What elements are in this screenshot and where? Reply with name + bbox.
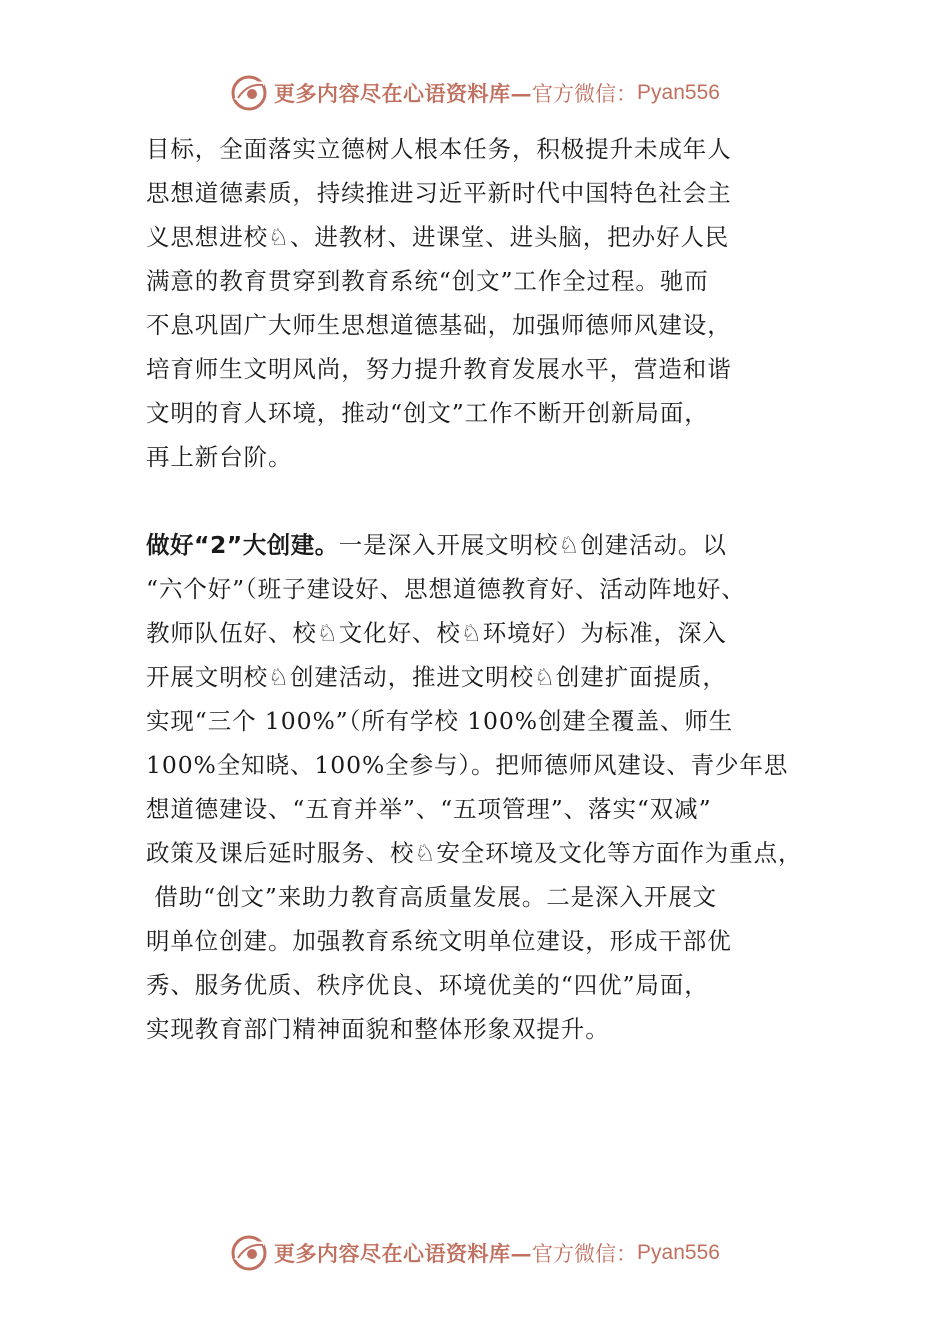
paragraph-line: 秀、服务优质、秩序优良、环境优美的“四优”局面， — [146, 971, 709, 999]
paragraph-line: 思想道德素质，持续推进习近平新时代中国特色社会主 — [146, 179, 732, 207]
paragraph-1 — [146, 127, 846, 479]
paragraph-line: 实现教育部门精神面貌和整体形象双提升。 — [146, 1015, 610, 1043]
paragraph-line: 想道德建设、“五育并举”、“五项管理”、落实“双减” — [146, 795, 712, 823]
paragraph-line — [146, 523, 846, 567]
header-banner — [0, 73, 950, 113]
paragraph-line: 实现“三个 100%”（所有学校 100%创建全覆盖、师生 — [146, 707, 734, 735]
logo-icon — [230, 74, 268, 112]
paragraph-line: 不息巩固广大师生思想道德基础，加强师德师风建设， — [146, 311, 732, 339]
paragraph-line: 义思想进校♘、进教材、进课堂、进头脑，把办好人民 — [146, 223, 730, 251]
header-wechat-label: 官方微信： — [532, 82, 638, 106]
paragraph-2 — [146, 523, 846, 1051]
paragraph-line: 目标，全面落实立德树人根本任务，积极提升未成年人 — [146, 135, 732, 163]
footer-wechat-id: Pyan556 — [637, 1241, 720, 1264]
document-body — [146, 127, 846, 1051]
paragraph-line: 开展文明校♘创建活动，推进文明校♘创建扩面提质， — [146, 663, 727, 691]
paragraph-spacer — [146, 479, 846, 523]
paragraph-line-text: 一是深入开展文明校♘创建活动。以 — [338, 531, 727, 559]
paragraph-line: 满意的教育贯穿到教育系统“创文”工作全过程。驰而 — [146, 267, 709, 295]
paragraph-line: “六个好”（班子建设好、思想道德教育好、活动阵地好、 — [146, 575, 746, 603]
logo-icon — [230, 1234, 268, 1272]
paragraph-line: 100%全知晓、100%全参与）。把师德师风建设、青少年思 — [146, 751, 789, 779]
header-wechat-id: Pyan556 — [637, 81, 720, 104]
paragraph-line: 培育师生文明风尚，努力提升教育发展水平，营造和谐 — [146, 355, 732, 383]
paragraph-line: 文明的育人环境，推动“创文”工作不断开创新局面， — [146, 399, 709, 427]
paragraph-line: 再上新台阶。 — [146, 443, 293, 471]
footer-banner — [0, 1233, 950, 1273]
section-heading: 做好“2”大创建。 — [146, 531, 339, 559]
footer-site-text: 更多内容尽在心语资料库— — [274, 1241, 533, 1266]
paragraph-line: 政策及课后延时服务、校♘安全环境及文化等方面作为重点， — [146, 839, 803, 867]
paragraph-line: 借助“创文”来助力教育高质量发展。二是深入开展文 — [146, 883, 717, 911]
header-site-text: 更多内容尽在心语资料库— — [274, 81, 533, 106]
paragraph-line: 教师队伍好、校♘文化好、校♘环境好）为标准，深入 — [146, 619, 727, 647]
paragraph-line: 明单位创建。加强教育系统文明单位建设，形成干部优 — [146, 927, 732, 955]
footer-wechat-label: 官方微信： — [532, 1242, 638, 1266]
